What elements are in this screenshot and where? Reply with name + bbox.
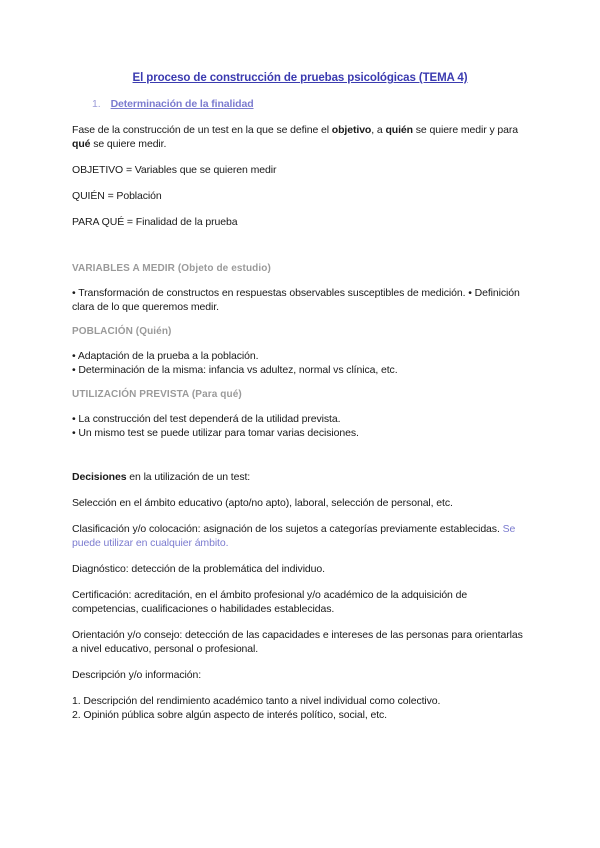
utilizacion-list — [72, 412, 528, 440]
list-item: • Un mismo test se puede utilizar para tomar varias decisiones. — [72, 427, 359, 439]
intro-text: se quiere medir. — [90, 138, 167, 150]
seleccion-paragraph: Selección en el ámbito educativo (apto/no apto), laboral, selección de personal, etc. — [72, 497, 453, 509]
intro-text: , a — [371, 124, 386, 136]
intro-bold-que: qué — [72, 138, 91, 150]
clasificacion-note: Se puede utilizar en cualquier ámbito. — [72, 523, 516, 549]
list-item: • Adaptación de la prueba a la población. — [72, 350, 259, 362]
section-heading — [92, 98, 528, 110]
definition-quien: QUIÉN = Población — [72, 190, 162, 202]
intro-bold-quien: quién — [385, 124, 413, 136]
poblacion-heading: POBLACIÓN (Quién) — [72, 326, 172, 337]
intro-text: Fase de la construcción de un test en la que se define el — [72, 124, 332, 136]
clasificacion-paragraph — [72, 522, 528, 550]
intro-paragraph — [72, 123, 528, 151]
variables-text: • Transformación de constructos en respuestas observables susceptibles de medición. • Definición clara de lo que queremos medir. — [72, 287, 520, 313]
certificacion-paragraph: Certificación: acreditación, en el ámbito profesional y/o académico de la adquisición de competencias, cualificaciones o habilidades establecidas. — [72, 589, 468, 615]
definition-para-que: PARA QUÉ = Finalidad de la prueba — [72, 216, 238, 228]
utilizacion-heading: UTILIZACIÓN PREVISTA (Para qué) — [72, 389, 242, 400]
intro-bold-objetivo: objetivo — [331, 124, 372, 136]
decisiones-text: en la utilización de un test: — [126, 471, 251, 483]
descripcion-list — [72, 694, 528, 722]
variables-heading: VARIABLES A MEDIR (Objeto de estudio) — [72, 263, 271, 274]
intro-text: se quiere medir y para — [412, 124, 519, 136]
definition-objetivo: OBJETIVO = Variables que se quieren medir — [72, 164, 277, 176]
poblacion-list — [72, 349, 528, 377]
section-number: 1. — [92, 98, 101, 110]
decisiones-paragraph — [72, 470, 528, 484]
document-title: El proceso de construcción de pruebas psicológicas (TEMA 4) — [132, 72, 468, 84]
section-title: Determinación de la finalidad — [110, 98, 254, 110]
list-item: • La construcción del test dependerá de la utilidad prevista. — [72, 413, 341, 425]
diagnostico-paragraph: Diagnóstico: detección de la problemática del individuo. — [72, 563, 325, 575]
list-item: 2. Opinión pública sobre algún aspecto de interés político, social, etc. — [72, 709, 387, 721]
clasificacion-text: Clasificación y/o colocación: asignación de los sujetos a categorías previamente establecidas. — [72, 523, 500, 535]
decisiones-bold: Decisiones — [72, 471, 127, 483]
orientacion-paragraph: Orientación y/o consejo: detección de las capacidades e intereses de las personas para orientarlas a nivel educativo, personal o profesional. — [72, 629, 523, 655]
descripcion-paragraph: Descripción y/o información: — [72, 669, 202, 681]
list-item: 1. Descripción del rendimiento académico tanto a nivel individual como colectivo. — [72, 695, 441, 707]
list-item: • Determinación de la misma: infancia vs adultez, normal vs clínica, etc. — [72, 364, 398, 376]
